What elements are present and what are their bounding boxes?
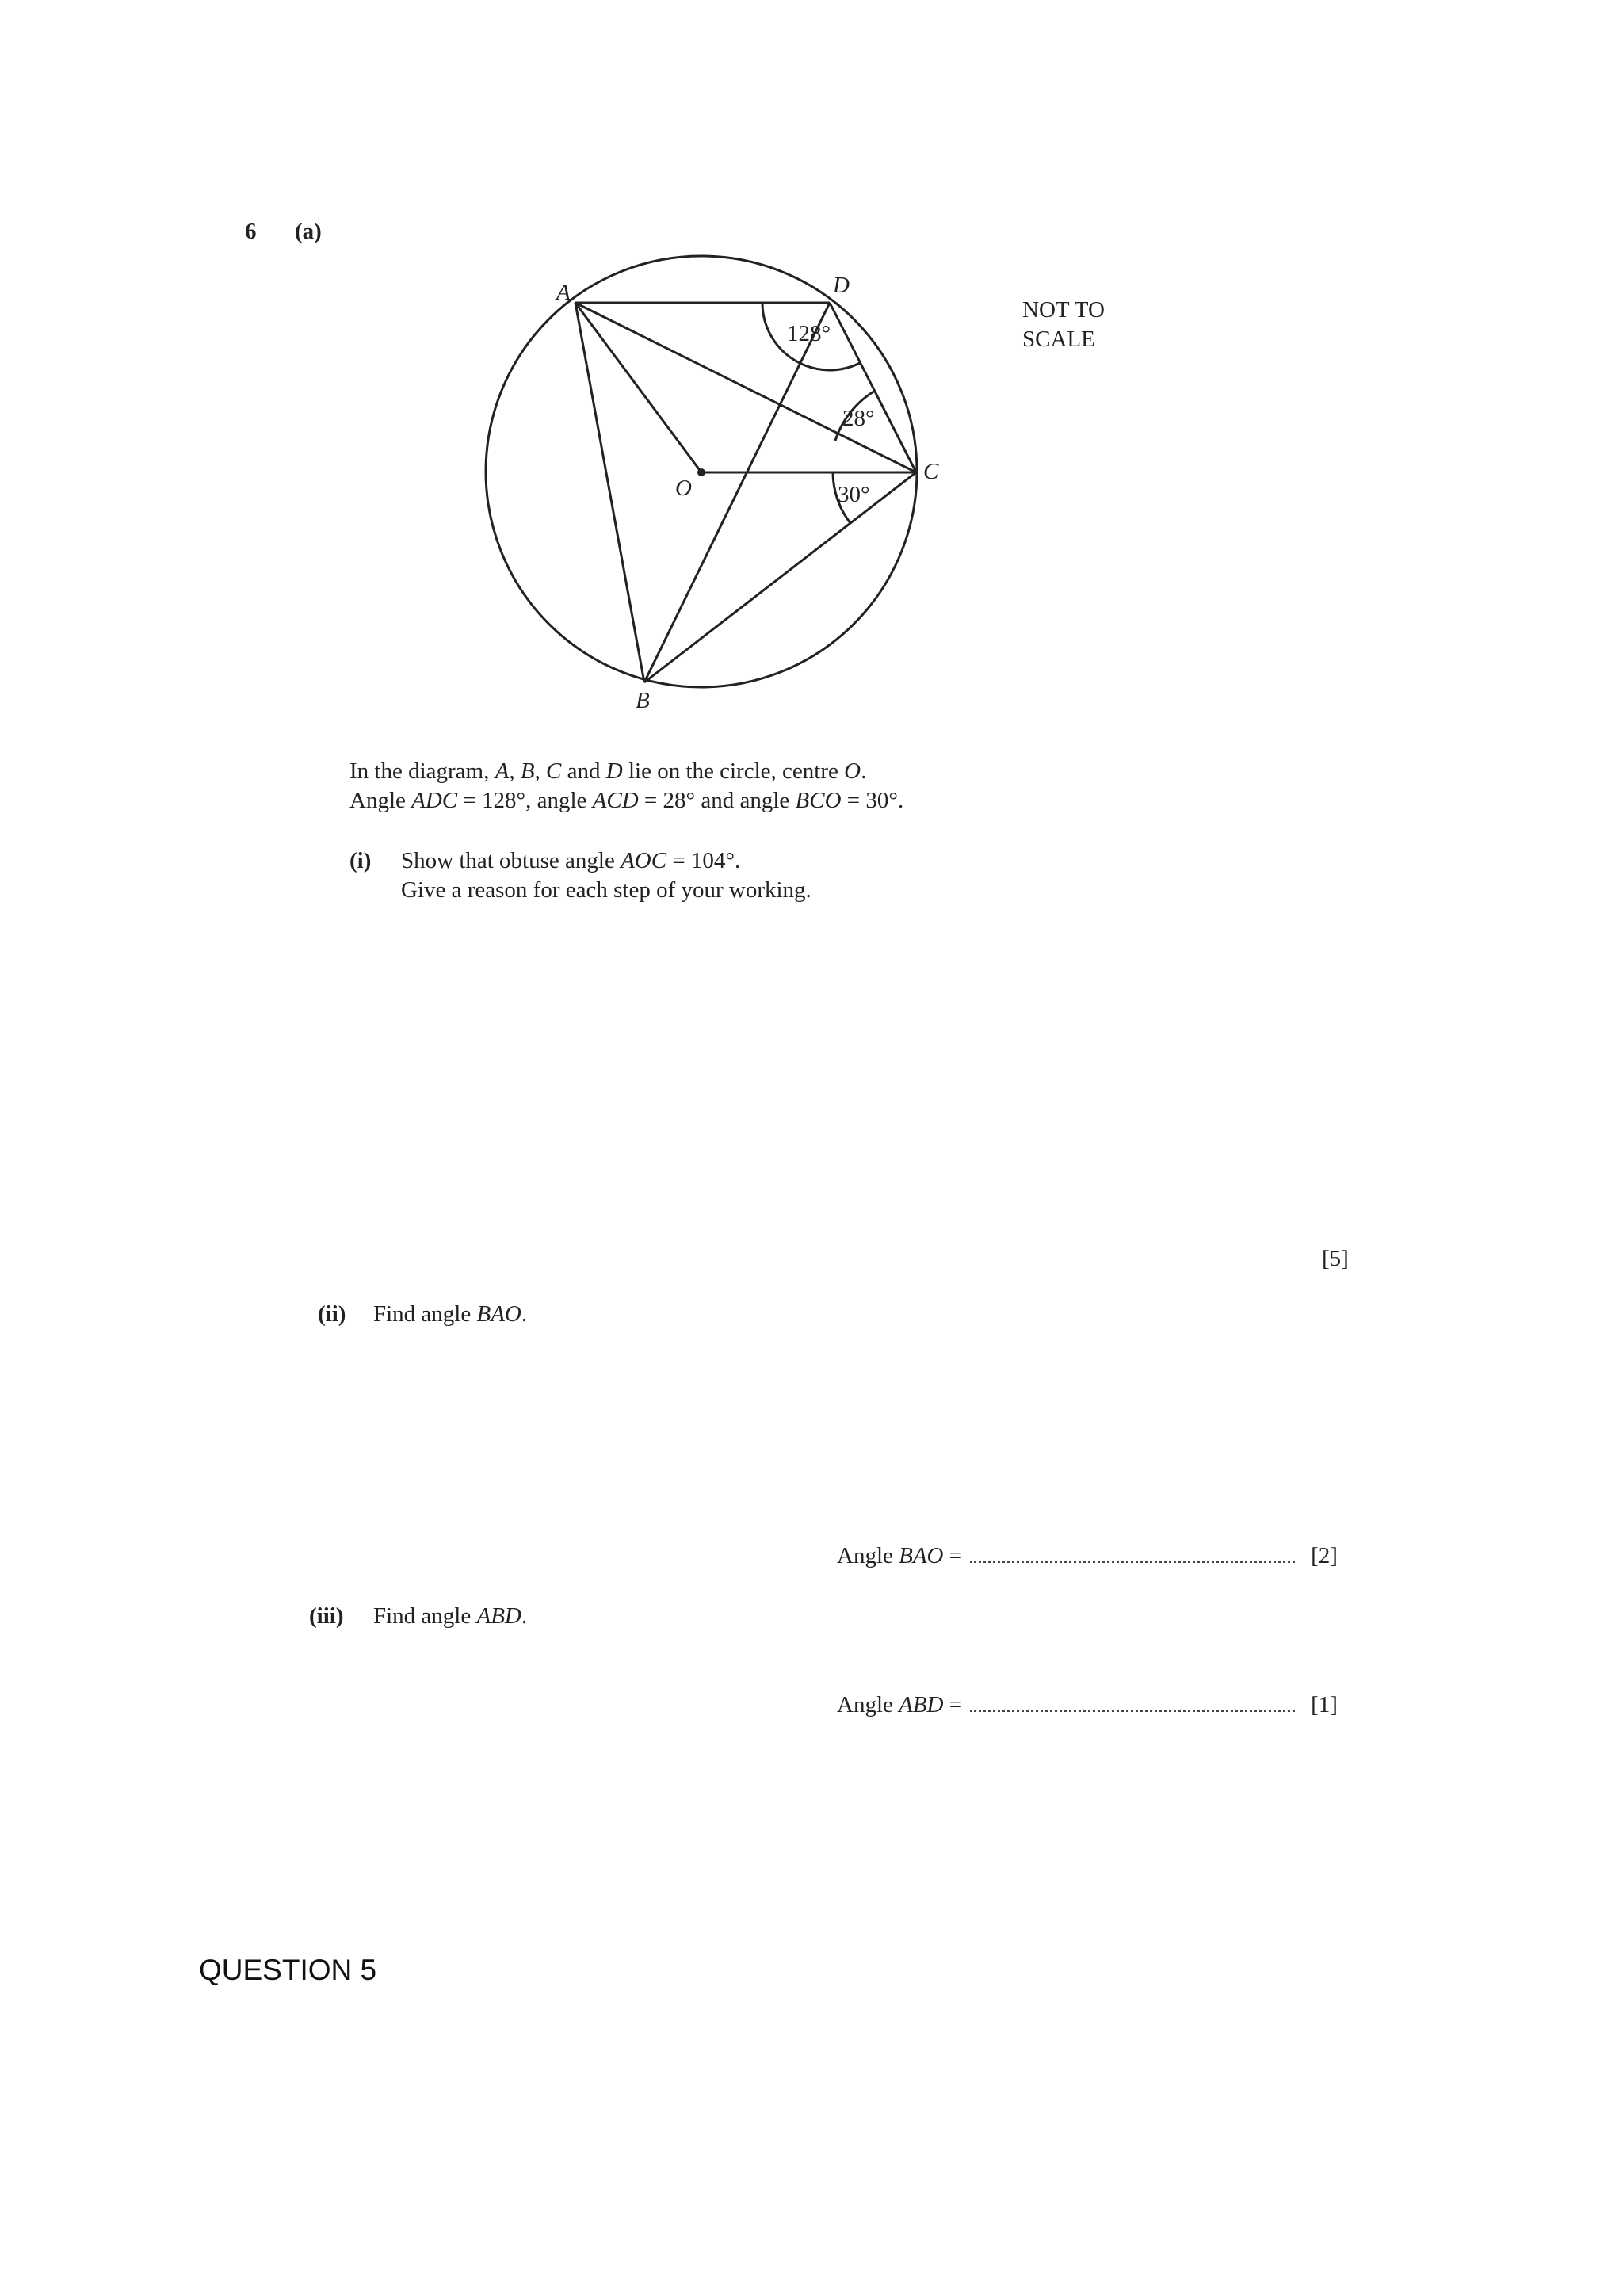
angle-label-adc: 128° [787,321,831,346]
question-part-label: (a) [295,219,322,244]
centre-point [697,468,705,476]
line-bc [644,472,916,682]
line-dc [830,303,916,472]
question-5-heading: QUESTION 5 [199,1954,377,1986]
part-i-line1: Show that obtuse angle AOC = 104°. [401,848,741,873]
not-to-scale-line1: NOT TO [1022,297,1105,323]
part-ii-marks: [2] [1311,1543,1338,1568]
part-iii-answer-field[interactable] [970,1695,1295,1712]
label-d: D [833,273,850,298]
line-bd [644,303,830,682]
part-ii-answer-field[interactable] [970,1546,1295,1563]
label-b: B [636,688,650,713]
not-to-scale-line2: SCALE [1022,327,1095,352]
part-ii-prompt: Find angle BAO. [373,1301,528,1327]
angle-label-acd: 28° [842,406,875,431]
line-ab [575,303,644,682]
part-iii-answer-label: Angle ABD = [837,1692,963,1717]
part-i-marks: [5] [1322,1246,1349,1271]
angle-label-bco: 30° [838,482,870,507]
question-number: 6 [245,219,257,244]
part-iii-answer-line [837,1692,1338,1718]
line-ao [575,303,701,472]
label-o: O [675,476,692,501]
part-ii-answer-label: Angle BAO = [837,1543,963,1568]
line-ac [575,303,916,472]
intro-line1: In the diagram, A, B, C and D lie on the circle, centre O. [349,758,867,784]
intro-line2: Angle ADC = 128°, angle ACD = 28° and angle BCO = 30°. [349,788,904,813]
part-i-label: (i) [349,848,372,873]
part-ii-answer-line [837,1543,1338,1569]
part-iii-marks: [1] [1311,1692,1338,1717]
part-ii-label: (ii) [318,1301,346,1327]
part-iii-prompt: Find angle ABD. [373,1603,528,1629]
label-a: A [556,280,571,305]
circle-theorem-diagram [444,246,983,721]
part-i-line2: Give a reason for each step of your working. [401,877,812,903]
part-iii-label: (iii) [309,1603,344,1629]
label-c: C [923,459,939,484]
